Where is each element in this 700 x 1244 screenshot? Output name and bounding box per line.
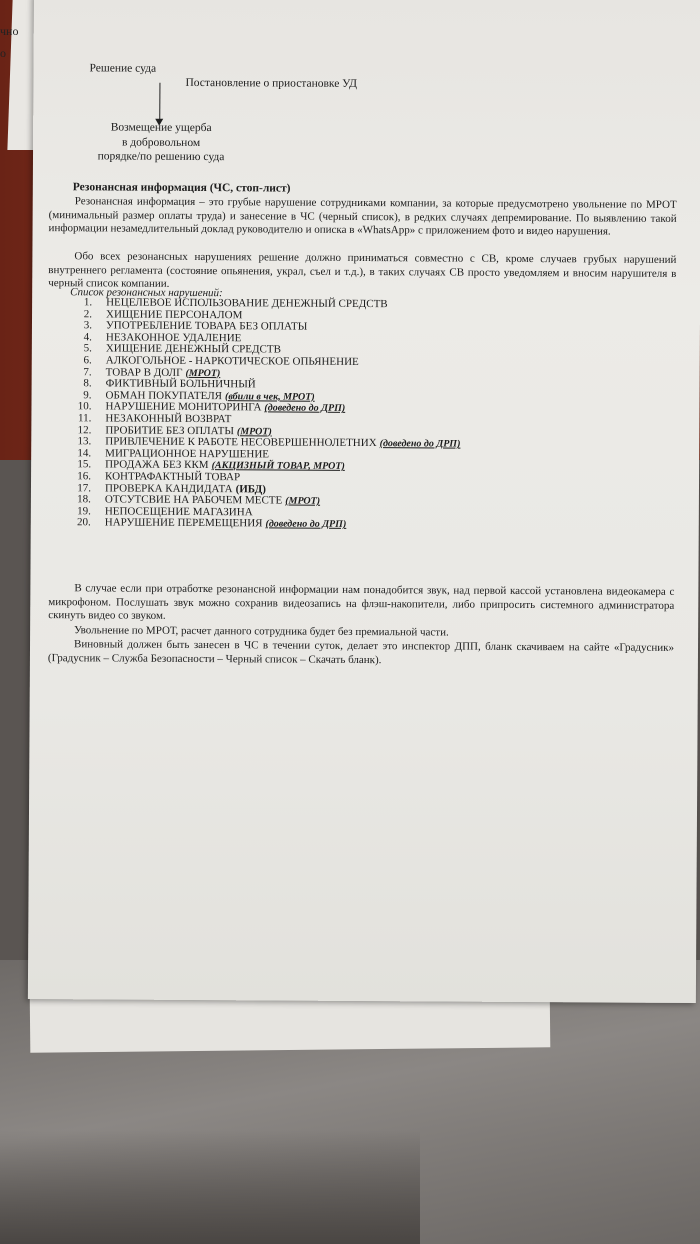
violation-note: (МРОТ) <box>285 495 321 507</box>
list-item: 12. ПРОБИТИЕ БЕЗ ОПЛАТЫ (МРОТ) <box>77 423 272 437</box>
violation-note: (МРОТ) <box>185 367 221 379</box>
violation-note: (ИБД) <box>235 482 266 495</box>
list-item: 9. ОБМАН ПОКУПАТЕЛЯ (вбили в чек, МРОТ) <box>83 389 315 403</box>
list-item: 14. МИГРАЦИОННОЕ НАРУШЕНИЕ <box>77 446 270 461</box>
violation-note: (доведено до ДРП) <box>379 438 461 450</box>
list-item: 19. НЕПОСЕЩЕНИЕ МАГАЗИНА <box>77 504 253 519</box>
list-item: 10. НАРУШЕНИЕ МОНИТОРИНГА (доведено до ДРП) <box>77 400 346 415</box>
footer-paragraph-3: Виновный должен быть занесен в ЧС в течении суток, делает это инспектор ДПП, бланк скачиваем на сайте «Градусник» (Градусник – Служба Безопасности – Черный список – Скачать бланк). <box>47 638 675 666</box>
section-paragraph-1: Резонансная информация – это грубые нарушение сотрудниками компании, за которые предусмотрено увольнение по МРОТ (минимальный размер оплаты труда) и занесение в ЧС (черный список), в редких случаях депремирование. По выявлению такой информации незамедлительный доклад руководителю и описка в «WhatsApp» с приложением фото и видео нарушения. <box>48 195 677 238</box>
section-paragraph-2: Обо всех резонансных нарушениях решение должно приниматься совместно с СВ, кроме случаев грубых нарушений внутреннего регламента (состояние опьянения, украл, съел и т.д.), в таких случаях СВ просто уведомляем и вносим нарушителя в черный список компании. <box>48 250 677 290</box>
margin-fragment-line: чно <box>0 24 19 38</box>
compensation-line: порядке/по решению суда <box>97 150 225 164</box>
list-item: 7. ТОВАР В ДОЛГ (МРОТ) <box>83 365 221 379</box>
list-item: 16. КОНТРАФАКТНЫЙ ТОВАР <box>77 470 241 484</box>
section-title: Резонансная информация (ЧС, стоп-лист) <box>72 181 291 195</box>
violation-note: (АКЦИЗНЫЙ ТОВАР, МРОТ) <box>211 460 345 473</box>
violation-note: (доведено до ДРП) <box>264 402 346 415</box>
violations-list-title: Список резонансных нарушений: <box>70 286 223 300</box>
list-item: 6. АЛКОГОЛЬНОЕ - НАРКОТИЧЕСКОЕ ОПЬЯНЕНИЕ <box>83 354 359 368</box>
list-item: 2. ХИЩЕНИЕ ПЕРСОНАЛОМ <box>83 307 243 321</box>
compensation-line: в добровольном <box>121 136 201 149</box>
list-item: 1. НЕЦЕЛЕВОЕ ИСПОЛЬЗОВАНИЕ ДЕНЕЖНЫЙ СРЕДСТВ <box>83 296 388 311</box>
list-item: 17. ПРОВЕРКА КАНДИДАТА (ИБД) <box>77 481 266 495</box>
list-item: 4. НЕЗАКОННОЕ УДАЛЕНИЕ <box>83 331 242 345</box>
compensation-block <box>61 120 261 165</box>
list-item: 5. ХИЩЕНИЕ ДЕНЕЖНЫЙ СРЕДСТВ <box>83 342 281 356</box>
footer-paragraph-1: В случае если при отработке резонансной информации нам понадобится звук, над первой кассой установлена видеокамера с микрофоном. Послушать звук можно сохранив видеозапись на флэш-накопители, либо припросить системного администратора скинуть видео со звуком. <box>48 582 675 622</box>
court-decision-label: Решение суда <box>89 62 157 75</box>
flow-arrow-line <box>159 83 160 123</box>
document-page <box>28 0 700 1003</box>
margin-fragment-line: о <box>0 46 6 60</box>
list-item: 8. ФИКТИВНЫЙ БОЛЬНИЧНЫЙ <box>83 377 256 391</box>
list-item: 3. УПОТРЕБЛЕНИЕ ТОВАРА БЕЗ ОПЛАТЫ <box>83 319 308 333</box>
violations-list <box>69 297 630 532</box>
list-item: 20. НАРУШЕНИЕ ПЕРЕМЕЩЕНИЯ (доведено до ДРП) <box>76 516 347 531</box>
background-fabric-shadow <box>0 1130 420 1244</box>
footer-paragraph-2: Увольнение по МРОТ, расчет данного сотрудника будет без премиальной части. <box>74 624 449 639</box>
suspension-label: Постановление о приостановке УД <box>185 76 358 90</box>
list-item: 13. ПРИВЛЕЧЕНИЕ К РАБОТЕ НЕСОВЕРШЕННОЛЕТНИХ (доведено до ДРП) <box>77 435 461 450</box>
list-item: 18. ОТСУТСВИЕ НА РАБОЧЕМ МЕСТЕ (МРОТ) <box>77 493 321 507</box>
violation-note: (МРОТ) <box>236 425 272 437</box>
margin-fragment <box>0 20 18 64</box>
list-item: 11. НЕЗАКОННЫЙ ВОЗВРАТ <box>78 412 232 426</box>
list-item: 15. ПРОДАЖА БЕЗ ККМ (АКЦИЗНЫЙ ТОВАР, МРОТ) <box>77 458 345 473</box>
violation-note: (вбили в чек, МРОТ) <box>224 390 315 403</box>
compensation-line: Возмещение ущерба <box>110 121 212 135</box>
violation-note: (доведено до ДРП) <box>265 518 347 531</box>
